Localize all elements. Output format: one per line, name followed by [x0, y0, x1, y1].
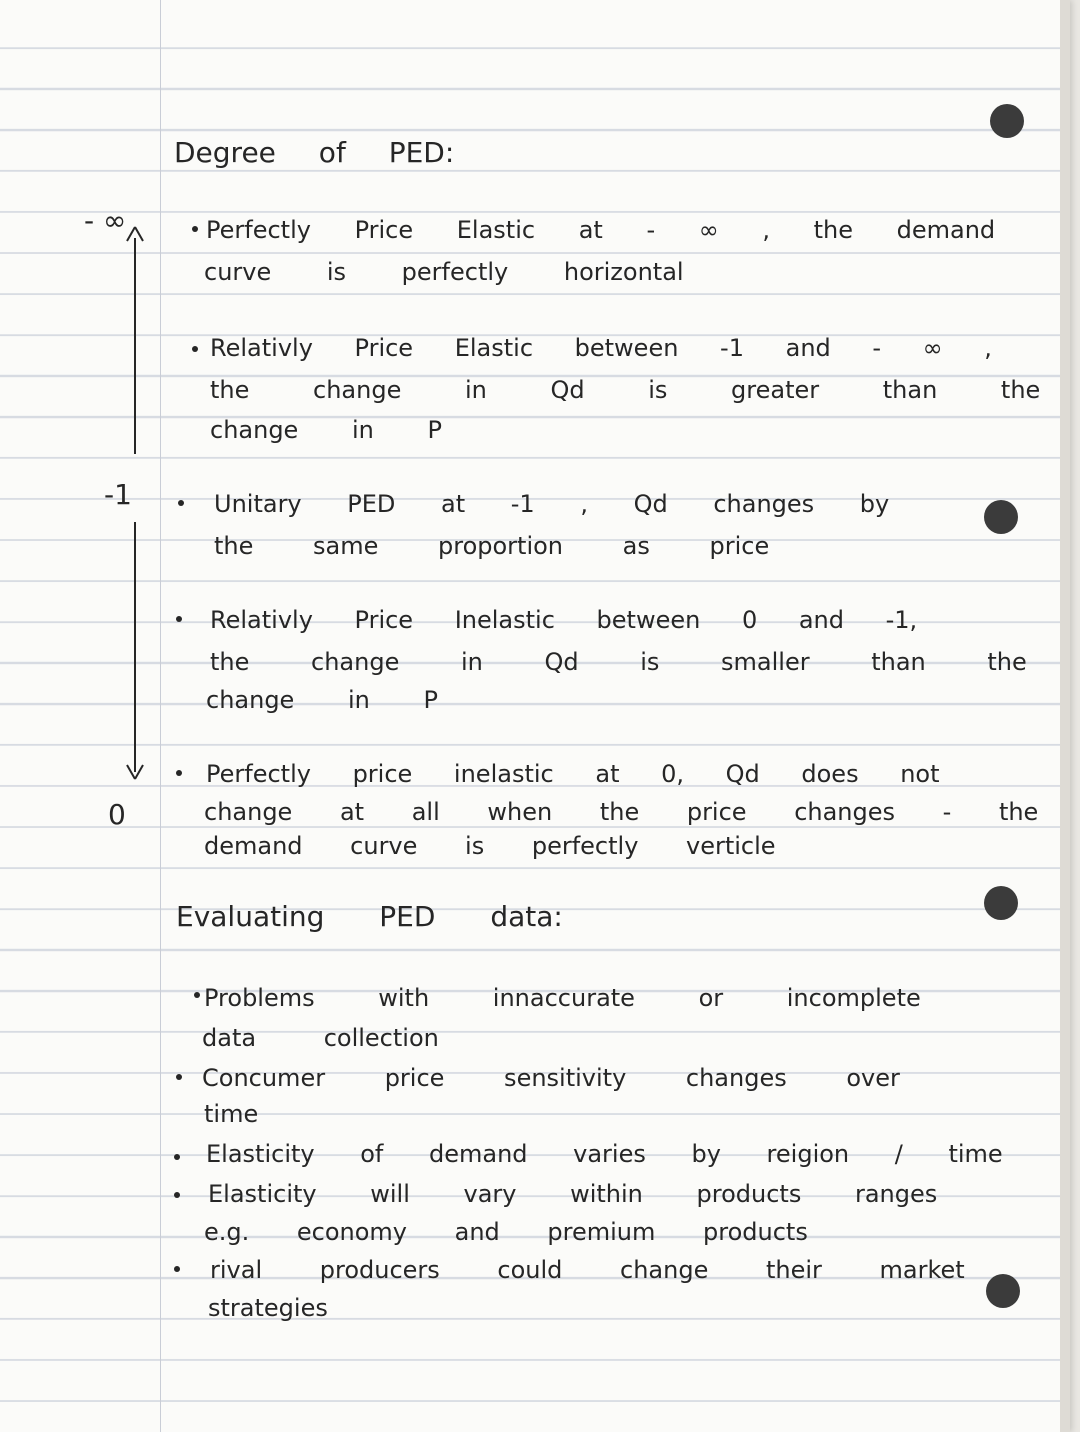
bullet — [192, 346, 198, 352]
scale-axis-upper — [134, 238, 136, 454]
punch-hole — [990, 104, 1024, 138]
bullet — [174, 1266, 180, 1272]
eval-item-5-line-1: rival producers could change their market — [210, 1256, 965, 1284]
scale-top-label: - ∞ — [84, 204, 127, 237]
eval-item-2-line-2: time — [204, 1100, 259, 1128]
punch-hole — [984, 886, 1018, 920]
page-title: Degree of PED: — [174, 136, 455, 169]
ped-item-5-line-2: change at all when the price changes - the — [204, 798, 1039, 826]
eval-item-3-line-1: Elasticity of demand varies by reigion / time — [206, 1140, 1003, 1168]
bullet — [176, 616, 182, 622]
arrow-up-icon — [125, 226, 145, 244]
bullet — [174, 1154, 180, 1160]
paper-edge — [1060, 0, 1070, 1432]
ped-item-3-line-2: the same proportion as price — [214, 532, 770, 560]
ped-item-4-line-2: the change in Qd is smaller than the — [210, 648, 1027, 676]
punch-hole — [984, 500, 1018, 534]
ped-item-5-line-3: demand curve is perfectly verticle — [204, 832, 776, 860]
eval-item-4-line-1: Elasticity will vary within products ranges — [208, 1180, 938, 1208]
scale-mid-label: -1 — [104, 478, 132, 511]
bullet — [176, 770, 182, 776]
section-title-evaluating: Evaluating PED data: — [176, 900, 563, 933]
arrow-down-icon — [125, 762, 145, 780]
ped-item-1-line-1: Perfectly Price Elastic at - ∞ , the demand — [206, 216, 996, 244]
bullet — [176, 1074, 182, 1080]
ped-item-4-line-1: Relativly Price Inelastic between 0 and -1, — [210, 606, 918, 634]
ped-item-5-line-1: Perfectly price inelastic at 0, Qd does not — [206, 760, 940, 788]
bullet — [174, 1192, 180, 1198]
ped-item-4-line-3: change in P — [206, 686, 438, 714]
ped-item-2-line-1: Relativly Price Elastic between -1 and - ∞ , — [210, 334, 992, 362]
scale-bottom-label: 0 — [108, 798, 126, 831]
eval-item-1-line-1: Problems with innaccurate or incomplete — [204, 984, 921, 1012]
eval-item-2-line-1: Concumer price sensitivity changes over — [202, 1064, 900, 1092]
bullet — [178, 500, 184, 506]
margin-line — [160, 0, 161, 1432]
punch-hole — [986, 1274, 1020, 1308]
ped-item-2-line-3: change in P — [210, 416, 442, 444]
eval-item-4-line-2: e.g. economy and premium products — [204, 1218, 808, 1246]
ped-item-2-line-2: the change in Qd is greater than the — [210, 376, 1041, 404]
ped-item-1-line-2: curve is perfectly horizontal — [204, 258, 684, 286]
ped-item-3-line-1: Unitary PED at -1 , Qd changes by — [214, 490, 890, 518]
eval-item-1-line-2: data collection — [202, 1024, 439, 1052]
bullet — [192, 226, 198, 232]
bullet — [194, 992, 200, 998]
scale-axis-lower — [134, 522, 136, 772]
eval-item-5-line-2: strategies — [208, 1294, 328, 1322]
